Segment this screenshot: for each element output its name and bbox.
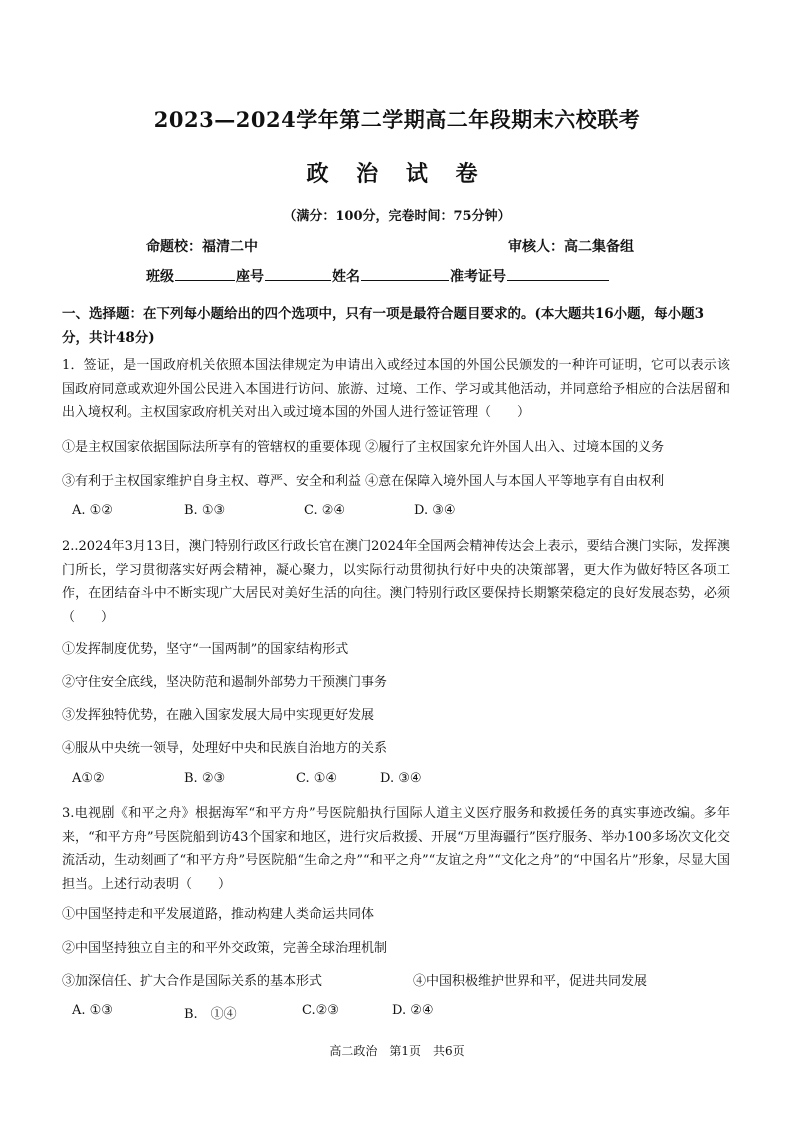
q3-option-d: D. ②④	[392, 1003, 434, 1018]
q2-statement-2: ②守住安全底线，坚决防范和遏制外部势力干预澳门事务	[62, 675, 388, 690]
question-setter-school: 命题校：福清二中	[146, 239, 258, 255]
section-heading: 一、选择题：在下列每小题给出的四个选项中，只有一项是最符合题目要求的。(本大题共16小题，每小题3分，共计48分)	[62, 306, 705, 346]
reviewer: 审核人：高二集备组	[508, 239, 634, 255]
name-blank	[361, 266, 449, 281]
q3-option-c: C.②③	[302, 1003, 339, 1018]
q2-option-c: C. ①④	[296, 771, 338, 786]
exam-title: 2023—2024学年第二学期高二年段期末六校联考	[153, 107, 641, 132]
q3-statement-4: ④中国积极维护世界和平，促进共同发展	[413, 974, 648, 989]
seat-blank	[265, 266, 331, 281]
q2-option-a: A①②	[72, 771, 105, 786]
q3-stem: 3.电视剧《和平之舟》根据海军“和平方舟”号医院船执行国际人道主义医疗服务和救援任务的真实事迹改编。多年来，“和平方舟”号医院船到访43个国家和地区，进行灾后救援、开展“万里海疆行”医疗服务、举办100多场次文化交流活动，生动刻画了“和平方舟”号医院船“生命之舟”“和平之舟”“友谊之舟”“文化之舟”的“中国名片”形象，尽显大国担当。上述行动表明（ ）	[62, 806, 730, 892]
q3-option-b: B. ①④	[184, 1007, 237, 1022]
q3-statement-3: ③加深信任、扩大合作是国际关系的基本形式	[62, 974, 323, 989]
q1-option-c: C. ②④	[304, 503, 346, 518]
q2-option-d: D. ③④	[380, 771, 422, 786]
student-info-fields	[146, 266, 610, 286]
q2-statement-3: ③发挥独特优势，在融入国家发展大局中实现更好发展	[62, 708, 375, 723]
q2-statement-4: ④服从中央统一领导，处理好中央和民族自治地方的关系	[62, 741, 388, 756]
score-time-note: （满分：100分，完卷时间：75分钟）	[283, 209, 511, 224]
exam-id-blank	[507, 266, 609, 281]
page-footer: 高二政治 第1页 共6页	[329, 1044, 465, 1058]
q2-option-b: B. ②③	[184, 771, 226, 786]
q1-statements-1-2: ①是主权国家依据国际法所享有的管辖权的重要体现 ②履行了主权国家允许外国人出入、过境本国的义务	[62, 440, 665, 455]
q1-statements-3-4: ③有利于主权国家维护自身主权、尊严、安全和利益 ④意在保障入境外国人与本国人平等地享有自由权利	[62, 474, 665, 489]
q1-option-d: D. ③④	[414, 503, 456, 518]
q2-stem: 2..2024年3月13日，澳门特别行政区行政长官在澳门2024年全国两会精神传达会上表示，要结合澳门实际，发挥澳门所长，学习贯彻落实好两会精神，凝心聚力，以实际行动贯彻执行好中央的决策部署，更大作为做好特区各项工作，在团结奋斗中不断实现广大居民对美好生活的向往。澳门特别行政区要保持长期繁荣稳定的良好发展态势，必须（ ）	[62, 539, 730, 625]
class-blank	[175, 266, 235, 281]
subject-title: 政 治 试 卷	[306, 161, 488, 187]
q1-stem: 1．签证，是一国政府机关依照本国法律规定为申请出入或经过本国的外国公民颁发的一种许可证明，它可以表示该国政府同意或欢迎外国公民进入本国进行访问、旅游、过境、工作、学习或其他活动，并同意给予相应的合法居留和出入境权利。主权国家政府机关对出入或过境本国的外国人进行签证管理（ ）	[62, 358, 730, 420]
exam-id-label: 准考证号	[450, 269, 506, 285]
class-label: 班级	[146, 269, 174, 285]
q3-statement-1: ①中国坚持走和平发展道路，推动构建人类命运共同体	[62, 907, 375, 922]
seat-label: 座号	[236, 269, 264, 285]
name-label: 姓名	[332, 269, 360, 285]
q1-option-a: A. ①②	[72, 503, 113, 518]
q3-statement-2: ②中国坚持独立自主的和平外交政策，完善全球治理机制	[62, 941, 388, 956]
q2-statement-1: ①发挥制度优势，坚守“一国两制”的国家结构形式	[62, 642, 349, 657]
q1-option-b: B. ①③	[184, 503, 226, 518]
q3-option-a: A. ①③	[72, 1003, 113, 1018]
